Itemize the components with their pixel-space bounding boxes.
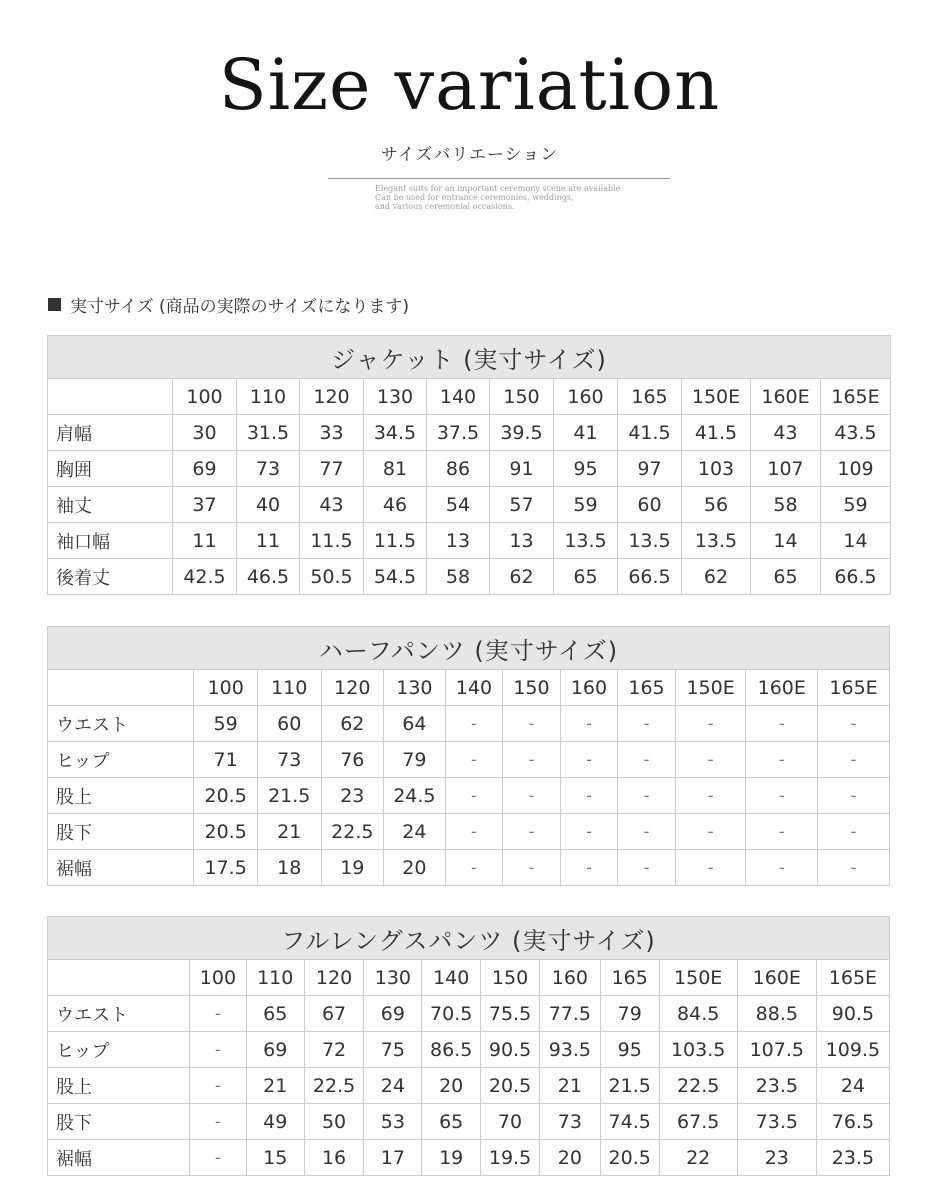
size-header: 165	[618, 379, 682, 415]
measurement-cell: 65	[422, 1104, 481, 1140]
measurement-cell: 103	[682, 451, 751, 487]
table-row	[48, 996, 890, 1032]
measurement-cell: 67.5	[659, 1104, 737, 1140]
measurement-cell: 65	[246, 996, 304, 1032]
measurement-cell: 56	[682, 487, 751, 523]
header-corner-cell	[48, 379, 173, 415]
measurement-cell: 97	[618, 451, 682, 487]
measurement-cell: 41.5	[618, 415, 682, 451]
measurement-cell: 76.5	[816, 1104, 889, 1140]
tagline-line: Elegant suits for an important ceremony scene are available	[375, 184, 621, 193]
measurement-cell: 23.5	[737, 1068, 816, 1104]
measurement-cell: -	[818, 742, 890, 778]
measurement-cell: 20	[422, 1068, 481, 1104]
table-caption: ジャケット (実寸サイズ)	[48, 336, 891, 379]
measurement-cell: 19.5	[481, 1140, 540, 1176]
measurement-cell: 70	[481, 1104, 540, 1140]
tagline-line: and various ceremonial occasions.	[375, 202, 515, 211]
measurement-cell: 57	[490, 487, 554, 523]
measurement-cell: 90.5	[816, 996, 889, 1032]
measurement-cell: 20.5	[600, 1140, 659, 1176]
measurement-cell: 84.5	[659, 996, 737, 1032]
size-header: 140	[445, 670, 503, 706]
header-corner-cell	[48, 670, 194, 706]
measurement-cell: 69	[364, 996, 422, 1032]
size-header: 165E	[816, 960, 889, 996]
table-row	[48, 523, 891, 559]
measurement-cell: 31.5	[237, 415, 300, 451]
measurement-cell: 13	[427, 523, 490, 559]
measurement-cell: 37	[173, 487, 237, 523]
measurement-cell: 11.5	[300, 523, 364, 559]
size-header: 160E	[746, 670, 818, 706]
size-header: 100	[194, 670, 258, 706]
measurement-cell: -	[190, 1140, 247, 1176]
size-header: 100	[190, 960, 247, 996]
size-header: 140	[422, 960, 481, 996]
half-pants-size-table	[47, 626, 890, 886]
table-caption-row	[48, 336, 891, 379]
measurement-cell: 40	[237, 487, 300, 523]
measurement-cell: 23.5	[816, 1140, 889, 1176]
table-row	[48, 814, 890, 850]
measurement-cell: 50	[304, 1104, 364, 1140]
measurement-cell: -	[618, 706, 676, 742]
measurement-cell: -	[445, 778, 503, 814]
row-label: 裾幅	[48, 1140, 190, 1176]
measurement-cell: 95	[554, 451, 618, 487]
section-heading-label: 実寸サイズ (商品の実際のサイズになります)	[70, 297, 409, 317]
measurement-cell: -	[445, 742, 503, 778]
measurement-cell: 66.5	[821, 559, 891, 595]
row-label: 肩幅	[48, 415, 173, 451]
measurement-cell: 39.5	[490, 415, 554, 451]
measurement-cell: 62	[682, 559, 751, 595]
measurement-cell: 54	[427, 487, 490, 523]
table-row	[48, 487, 891, 523]
size-header: 120	[321, 670, 384, 706]
measurement-cell: 88.5	[737, 996, 816, 1032]
measurement-cell: -	[190, 1068, 247, 1104]
measurement-cell: 15	[246, 1140, 304, 1176]
measurement-cell: 13.5	[618, 523, 682, 559]
measurement-cell: 62	[321, 706, 384, 742]
measurement-cell: 66.5	[618, 559, 682, 595]
table-row	[48, 1068, 890, 1104]
measurement-cell: 21	[246, 1068, 304, 1104]
measurement-cell: 30	[173, 415, 237, 451]
measurement-cell: -	[503, 778, 561, 814]
measurement-cell: 73	[257, 742, 321, 778]
table-row	[48, 1104, 890, 1140]
measurement-cell: -	[746, 706, 818, 742]
measurement-cell: -	[190, 1104, 247, 1140]
table-row	[48, 850, 890, 886]
table-row	[48, 1032, 890, 1068]
measurement-cell: 24	[384, 814, 446, 850]
measurement-cell: -	[675, 706, 746, 742]
measurement-cell: 109.5	[816, 1032, 889, 1068]
measurement-cell: 14	[821, 523, 891, 559]
size-header: 165	[600, 960, 659, 996]
measurement-cell: -	[818, 850, 890, 886]
tagline-line: Can be used for entrance ceremonies, weddings,	[375, 193, 574, 202]
measurement-cell: 59	[554, 487, 618, 523]
size-header: 110	[237, 379, 300, 415]
measurement-cell: -	[560, 706, 618, 742]
measurement-cell: 58	[427, 559, 490, 595]
measurement-cell: -	[560, 742, 618, 778]
measurement-cell: -	[675, 850, 746, 886]
row-label: 股上	[48, 1068, 190, 1104]
measurement-cell: 37.5	[427, 415, 490, 451]
measurement-cell: 49	[246, 1104, 304, 1140]
measurement-cell: -	[503, 742, 561, 778]
measurement-cell: 22.5	[304, 1068, 364, 1104]
measurement-cell: 70.5	[422, 996, 481, 1032]
measurement-cell: -	[190, 1032, 247, 1068]
size-header: 130	[364, 379, 427, 415]
measurement-cell: 20	[539, 1140, 600, 1176]
size-header: 150	[481, 960, 540, 996]
measurement-cell: 91	[490, 451, 554, 487]
measurement-cell: 73	[539, 1104, 600, 1140]
page-header	[0, 0, 939, 240]
row-label: 胸囲	[48, 451, 173, 487]
measurement-cell: 16	[304, 1140, 364, 1176]
measurement-cell: -	[746, 850, 818, 886]
size-header: 150	[503, 670, 561, 706]
measurement-cell: 93.5	[539, 1032, 600, 1068]
size-header: 150E	[682, 379, 751, 415]
size-header: 150	[490, 379, 554, 415]
measurement-cell: 21	[257, 814, 321, 850]
measurement-cell: 23	[737, 1140, 816, 1176]
measurement-cell: 24.5	[384, 778, 446, 814]
size-header-row	[48, 960, 890, 996]
measurement-cell: 77.5	[539, 996, 600, 1032]
row-label: ウエスト	[48, 706, 194, 742]
table-row	[48, 1140, 890, 1176]
measurement-cell: -	[675, 742, 746, 778]
measurement-cell: 20	[384, 850, 446, 886]
table-row	[48, 706, 890, 742]
measurement-cell: 34.5	[364, 415, 427, 451]
measurement-cell: -	[818, 706, 890, 742]
measurement-cell: -	[503, 850, 561, 886]
measurement-cell: -	[560, 850, 618, 886]
measurement-cell: -	[503, 814, 561, 850]
measurement-cell: -	[560, 778, 618, 814]
measurement-cell: 22.5	[321, 814, 384, 850]
measurement-cell: 107.5	[737, 1032, 816, 1068]
size-header-row	[48, 379, 891, 415]
measurement-cell: 19	[321, 850, 384, 886]
measurement-cell: 95	[600, 1032, 659, 1068]
measurement-cell: 21.5	[600, 1068, 659, 1104]
measurement-cell: 33	[300, 415, 364, 451]
measurement-cell: 24	[816, 1068, 889, 1104]
size-header: 120	[300, 379, 364, 415]
size-header: 160	[560, 670, 618, 706]
measurement-cell: 19	[422, 1140, 481, 1176]
measurement-cell: 11	[237, 523, 300, 559]
row-label: 裾幅	[48, 850, 194, 886]
measurement-cell: 81	[364, 451, 427, 487]
measurement-cell: 86	[427, 451, 490, 487]
measurement-cell: 103.5	[659, 1032, 737, 1068]
measurement-cell: 107	[751, 451, 821, 487]
measurement-cell: 41.5	[682, 415, 751, 451]
measurement-cell: 109	[821, 451, 891, 487]
size-header: 160E	[737, 960, 816, 996]
size-header: 150E	[659, 960, 737, 996]
row-label: ヒップ	[48, 1032, 190, 1068]
size-header: 160	[539, 960, 600, 996]
measurement-cell: 11	[173, 523, 237, 559]
measurement-cell: 43	[751, 415, 821, 451]
measurement-cell: -	[618, 778, 676, 814]
measurement-cell: 76	[321, 742, 384, 778]
size-header: 100	[173, 379, 237, 415]
size-header: 160	[554, 379, 618, 415]
measurement-cell: 59	[194, 706, 258, 742]
row-label: 袖丈	[48, 487, 173, 523]
measurement-cell: 79	[600, 996, 659, 1032]
measurement-cell: -	[618, 814, 676, 850]
measurement-cell: 69	[246, 1032, 304, 1068]
row-label: 股上	[48, 778, 194, 814]
measurement-cell: 79	[384, 742, 446, 778]
size-header: 140	[427, 379, 490, 415]
measurement-cell: 62	[490, 559, 554, 595]
row-label: ウエスト	[48, 996, 190, 1032]
size-header: 165	[618, 670, 676, 706]
row-label: ヒップ	[48, 742, 194, 778]
section-heading	[48, 292, 409, 317]
row-label: 股下	[48, 1104, 190, 1140]
measurement-cell: 74.5	[600, 1104, 659, 1140]
jacket-size-table	[47, 335, 891, 595]
measurement-cell: 69	[173, 451, 237, 487]
measurement-cell: 20.5	[194, 814, 258, 850]
measurement-cell: 54.5	[364, 559, 427, 595]
measurement-cell: 17	[364, 1140, 422, 1176]
measurement-cell: 17.5	[194, 850, 258, 886]
table-caption: ハーフパンツ (実寸サイズ)	[48, 627, 890, 670]
measurement-cell: 46.5	[237, 559, 300, 595]
measurement-cell: 65	[554, 559, 618, 595]
measurement-cell: 24	[364, 1068, 422, 1104]
table-caption: フルレングスパンツ (実寸サイズ)	[48, 917, 890, 960]
measurement-cell: 22.5	[659, 1068, 737, 1104]
measurement-cell: 86.5	[422, 1032, 481, 1068]
table-caption-row	[48, 627, 890, 670]
measurement-cell: 71	[194, 742, 258, 778]
page-subtitle: サイズバリエーション	[380, 145, 559, 165]
measurement-cell: 46	[364, 487, 427, 523]
row-label: 袖口幅	[48, 523, 173, 559]
measurement-cell: -	[445, 706, 503, 742]
table-row	[48, 742, 890, 778]
measurement-cell: -	[675, 778, 746, 814]
measurement-cell: 43.5	[821, 415, 891, 451]
measurement-cell: 59	[821, 487, 891, 523]
size-header: 130	[364, 960, 422, 996]
measurement-cell: 21	[539, 1068, 600, 1104]
measurement-cell: 13.5	[554, 523, 618, 559]
size-header: 110	[257, 670, 321, 706]
measurement-cell: 14	[751, 523, 821, 559]
table-row	[48, 415, 891, 451]
divider	[328, 178, 670, 179]
measurement-cell: 21.5	[257, 778, 321, 814]
measurement-cell: 23	[321, 778, 384, 814]
header-corner-cell	[48, 960, 190, 996]
measurement-cell: -	[746, 814, 818, 850]
measurement-cell: -	[190, 996, 247, 1032]
measurement-cell: 90.5	[481, 1032, 540, 1068]
size-header: 165E	[818, 670, 890, 706]
full-length-pants-size-table	[47, 916, 890, 1176]
measurement-cell: 64	[384, 706, 446, 742]
measurement-cell: 42.5	[173, 559, 237, 595]
table-caption-row	[48, 917, 890, 960]
measurement-cell: 20.5	[481, 1068, 540, 1104]
measurement-cell: 53	[364, 1104, 422, 1140]
measurement-cell: 43	[300, 487, 364, 523]
size-header: 150E	[675, 670, 746, 706]
measurement-cell: 60	[257, 706, 321, 742]
measurement-cell: 77	[300, 451, 364, 487]
table-row	[48, 559, 891, 595]
measurement-cell: 73.5	[737, 1104, 816, 1140]
measurement-cell: 58	[751, 487, 821, 523]
measurement-cell: 67	[304, 996, 364, 1032]
measurement-cell: -	[675, 814, 746, 850]
measurement-cell: -	[618, 850, 676, 886]
measurement-cell: 72	[304, 1032, 364, 1068]
measurement-cell: 22	[659, 1140, 737, 1176]
measurement-cell: 50.5	[300, 559, 364, 595]
measurement-cell: 20.5	[194, 778, 258, 814]
page-title: Size variation	[218, 44, 721, 126]
row-label: 股下	[48, 814, 194, 850]
row-label: 後着丈	[48, 559, 173, 595]
measurement-cell: 75	[364, 1032, 422, 1068]
table-row	[48, 778, 890, 814]
measurement-cell: 13	[490, 523, 554, 559]
size-header: 160E	[751, 379, 821, 415]
measurement-cell: -	[818, 814, 890, 850]
size-header: 165E	[821, 379, 891, 415]
size-header: 110	[246, 960, 304, 996]
measurement-cell: 11.5	[364, 523, 427, 559]
measurement-cell: -	[746, 742, 818, 778]
measurement-cell: 75.5	[481, 996, 540, 1032]
measurement-cell: 18	[257, 850, 321, 886]
measurement-cell: 41	[554, 415, 618, 451]
measurement-cell: 60	[618, 487, 682, 523]
measurement-cell: 13.5	[682, 523, 751, 559]
measurement-cell: -	[818, 778, 890, 814]
measurement-cell: -	[445, 850, 503, 886]
size-header: 130	[384, 670, 446, 706]
measurement-cell: 73	[237, 451, 300, 487]
square-bullet-icon	[48, 298, 61, 311]
size-header: 120	[304, 960, 364, 996]
measurement-cell: -	[560, 814, 618, 850]
size-header-row	[48, 670, 890, 706]
measurement-cell: -	[445, 814, 503, 850]
measurement-cell: 65	[751, 559, 821, 595]
tagline	[375, 184, 695, 211]
table-row	[48, 451, 891, 487]
measurement-cell: -	[746, 778, 818, 814]
measurement-cell: -	[618, 742, 676, 778]
measurement-cell: -	[503, 706, 561, 742]
